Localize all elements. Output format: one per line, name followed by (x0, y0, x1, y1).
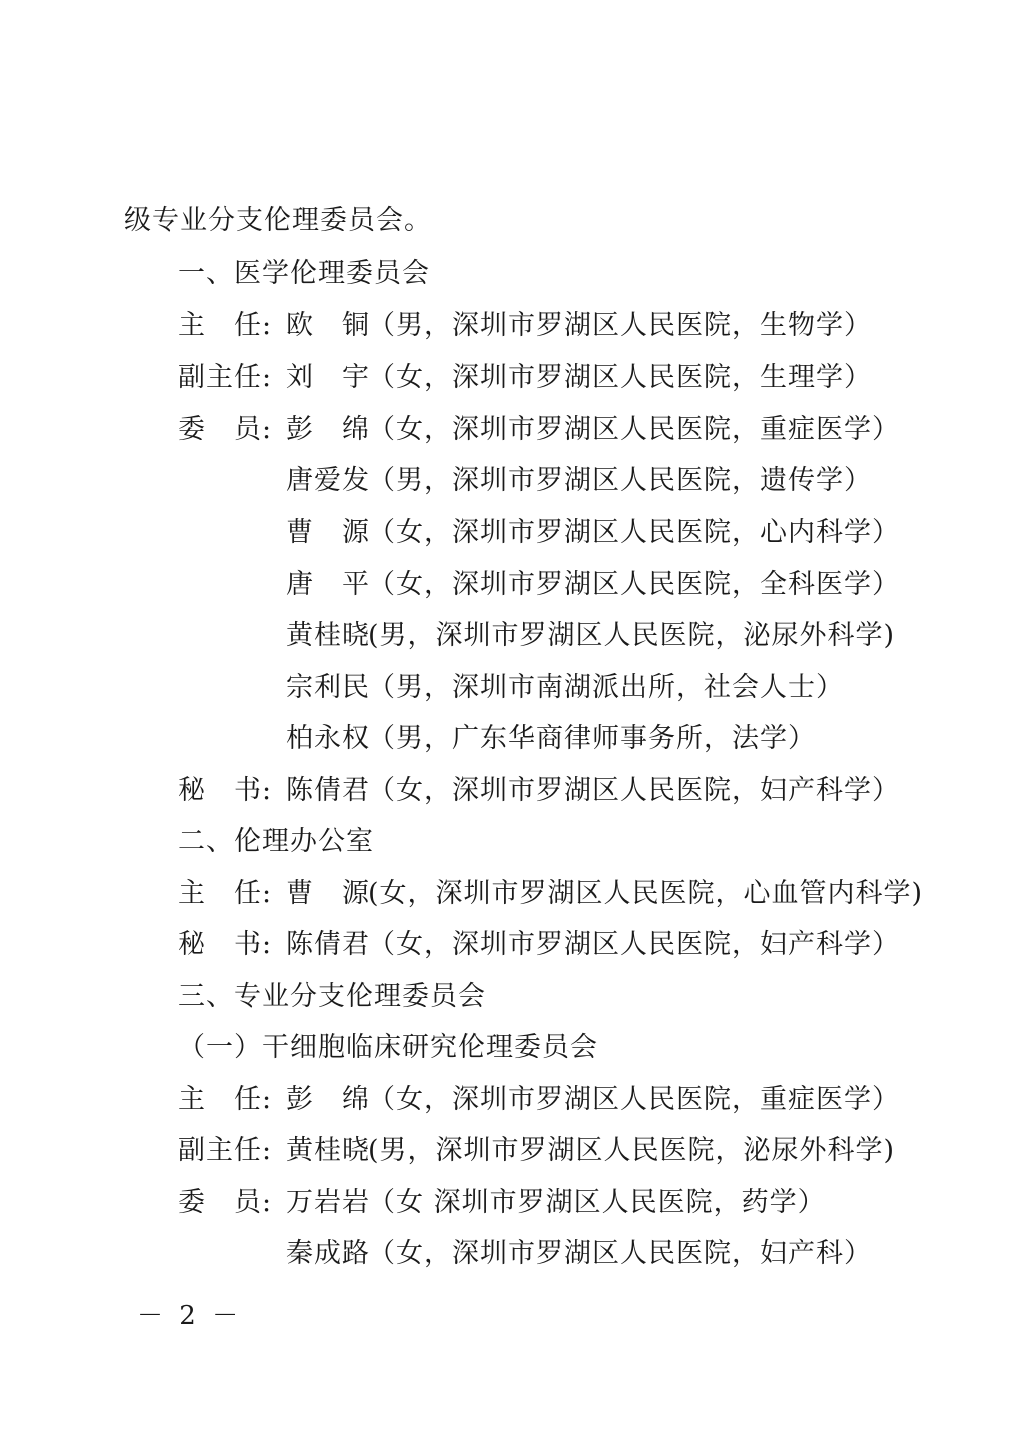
member-row (178, 1083, 900, 1117)
member-row (178, 928, 900, 962)
member-detail: （女，深圳市罗湖区人民医院，重症医学） (368, 1084, 900, 1115)
member-name: 曹 源 (286, 517, 370, 548)
member-detail: （男，深圳市罗湖区人民医院，遗传学） (368, 465, 872, 496)
member-row (178, 309, 872, 343)
member-detail: （女，深圳市罗湖区人民医院，妇产科学） (368, 929, 900, 960)
member-detail: (男，深圳市罗湖区人民医院，泌尿外科学) (368, 1135, 896, 1166)
member-row (178, 1134, 895, 1168)
intro-text: 级专业分支伦理委员会。 (124, 205, 432, 236)
section-heading-ethics-office: 二、伦理办公室 (178, 826, 374, 857)
member-name: 彭 绵 (286, 414, 370, 445)
member-detail: （女，深圳市罗湖区人民医院，妇产科） (368, 1238, 872, 1269)
role-label: 秘 书: (178, 929, 273, 960)
member-detail: （女，深圳市罗湖区人民医院，重症医学） (368, 414, 900, 445)
member-row (286, 464, 872, 498)
role-label: 副主任: (178, 1135, 273, 1166)
member-name: 柏永权 (286, 723, 370, 754)
section-heading-specialty-committees: 三、专业分支伦理委员会 (178, 981, 486, 1012)
subsection-heading-stem-cell: （一）干细胞临床研究伦理委员会 (178, 1032, 598, 1063)
role-label: 秘 书: (178, 775, 273, 806)
member-row (178, 774, 900, 808)
member-row (178, 877, 923, 911)
member-name: 欧 铜 (286, 310, 370, 341)
role-label: 委 员: (178, 414, 273, 445)
member-row (286, 722, 816, 756)
member-name: 唐 平 (286, 569, 370, 600)
member-name: 曹 源 (286, 878, 370, 909)
member-name: 彭 绵 (286, 1084, 370, 1115)
member-row (286, 568, 900, 602)
member-row (286, 671, 844, 705)
role-label: 委 员: (178, 1187, 273, 1218)
role-label: 主 任: (178, 878, 273, 909)
role-label: 主 任: (178, 1084, 273, 1115)
role-label: 副主任: (178, 362, 273, 393)
member-row (286, 619, 895, 653)
member-row (178, 1186, 826, 1220)
member-detail: （女，深圳市罗湖区人民医院，妇产科学） (368, 775, 900, 806)
member-name: 唐爱发 (286, 465, 370, 496)
member-name: 刘 宇 (286, 362, 370, 393)
member-name: 陈倩君 (286, 775, 370, 806)
member-detail: （女 深圳市罗湖区人民医院，药学） (368, 1187, 826, 1218)
member-row (286, 516, 900, 550)
member-name: 万岩岩 (286, 1187, 370, 1218)
member-name: 黄桂晓 (286, 1135, 370, 1166)
role-label: 主 任: (178, 310, 273, 341)
member-row (178, 361, 872, 395)
member-row (286, 1237, 872, 1271)
member-detail: （女，深圳市罗湖区人民医院，全科医学） (368, 569, 900, 600)
member-detail: (女，深圳市罗湖区人民医院，心血管内科学) (368, 878, 924, 909)
member-name: 宗利民 (286, 672, 370, 703)
member-name: 秦成路 (286, 1238, 370, 1269)
member-row (178, 413, 900, 447)
member-name: 黄桂晓 (286, 620, 370, 651)
member-detail: (男，深圳市罗湖区人民医院，泌尿外科学) (368, 620, 896, 651)
member-detail: （女，深圳市罗湖区人民医院，心内科学） (368, 517, 900, 548)
member-detail: （男，广东华商律师事务所，法学） (368, 723, 816, 754)
section-heading-medical-ethics: 一、医学伦理委员会 (178, 258, 430, 289)
member-detail: （男，深圳市南湖派出所，社会人士） (368, 672, 844, 703)
member-detail: （男，深圳市罗湖区人民医院，生物学） (368, 310, 872, 341)
member-detail: （女，深圳市罗湖区人民医院，生理学） (368, 362, 872, 393)
member-name: 陈倩君 (286, 929, 370, 960)
page-number: － 2 － (137, 1301, 243, 1331)
